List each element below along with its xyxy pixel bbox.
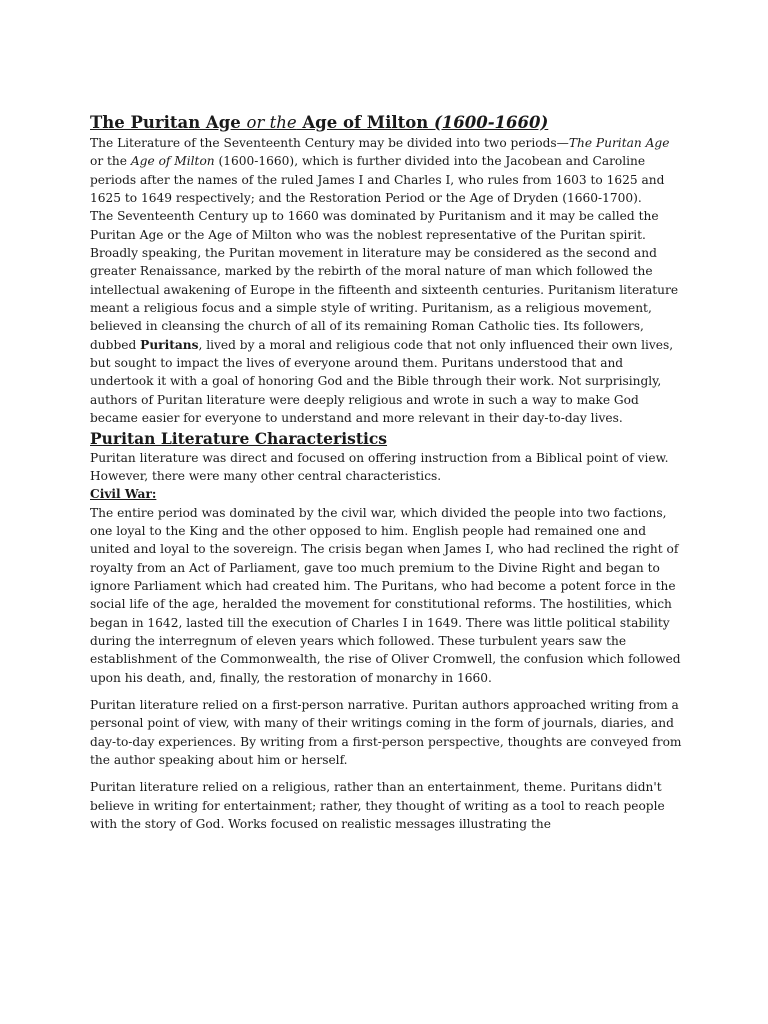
intro-text: The Literature of the Seventeenth Century may be divided into two periods— <box>90 136 569 150</box>
intro-text-2: or the <box>90 154 131 169</box>
title-dates: (1600-1660) <box>433 113 549 132</box>
intro-text-3: (1600-1660), which is further divided into the Jacobean and Caroline periods after the names of the ruled James I and Charles I, who rules from 1603 to 1625 and 1625 to 1649 respectively; and the Restoration Period or the Age of Dryden (1660-1700). <box>90 154 665 206</box>
puritans-term: Puritans <box>140 337 199 352</box>
puritanism-text: The Seventeenth Century up to 1660 was dominated by Puritanism and it may be called the Puritan Age or the Age of Milton who was the noblest representative of the Puritan spirit. Broadly speaking, the Puritan movement in literature may be considered as the second and greater Renaissance, marked by the rebirth of the moral nature of man which followed the intellectual awakening of Europe in the fifteenth and sixteenth centuries. Puritanism literature meant a religious focus and a simple style of writing. Puritanism, as a religious movement, believed in cleansing the church of all of its remaining Roman Catholic ties. Its followers, dubbed <box>90 209 679 352</box>
puritanism-text-2: , lived by a moral and religious code that not only influenced their own lives, but sought to impact the lives of everyone around them. Puritans understood that and undertook it with a goal of honoring God and the Bible through their work. Not surprisingly, authors of Puritan literature were deeply religious and wrote in such a way to make God became easier for everyone to understand and more relevant in their day-to-day lives. <box>90 337 674 426</box>
title-text: The Puritan Age <box>90 113 247 132</box>
title-connector: or the <box>246 113 297 132</box>
civil-war-heading: Civil War: <box>90 487 157 502</box>
religious-theme-paragraph: Puritan literature relied on a religious, rather than an entertainment, theme. Puritans didn't believe in writing for entertainment; rather, they thought of writing as a tool to reach people with the story of God. Works focused on realistic messages illustrating the <box>90 780 665 832</box>
intro-term-puritan-age: The Puritan Age <box>568 136 670 150</box>
intro-paragraph <box>90 134 682 207</box>
intro-term-age-of-milton: Age of Milton <box>130 154 215 169</box>
title-text-2: Age of Milton <box>296 113 434 132</box>
section-heading: Puritan Literature Characteristics <box>90 428 388 448</box>
puritanism-paragraph <box>90 207 682 427</box>
civil-war-paragraph: The entire period was dominated by the civil war, which divided the people into two factions, one loyal to the King and the other opposed to him. English people had remained one and united and loyal to the sovereign. The crisis began when James I, who had reclined the right of royalty from an Act of Parliament, gave too much premium to the Divine Right and began to ignore Parliament which had created him. The Puritans, who had become a potent force in the social life of the age, heralded the movement for constitutional reforms. The hostilities, which began in 1642, lasted till the execution of Charles I in 1649. There was little political stability during the interregnum of eleven years which followed. These turbulent years saw the establishment of the Commonwealth, the rise of Oliver Cromwell, the confusion which followed upon his death, and, finally, the restoration of monarchy in 1660. <box>90 505 681 685</box>
page-title <box>90 112 682 134</box>
section-intro-paragraph: Puritan literature was direct and focused on offering instruction from a Biblical point of view. However, there were many other central characteristics. <box>90 450 669 483</box>
document-page <box>90 112 682 833</box>
first-person-paragraph: Puritan literature relied on a first-person narrative. Puritan authors approached writing from a personal point of view, with many of their writings coming in the form of journals, diaries, and day-to-day experiences. By writing from a first-person perspective, thoughts are conveyed from the author speaking about him or herself. <box>90 697 682 767</box>
